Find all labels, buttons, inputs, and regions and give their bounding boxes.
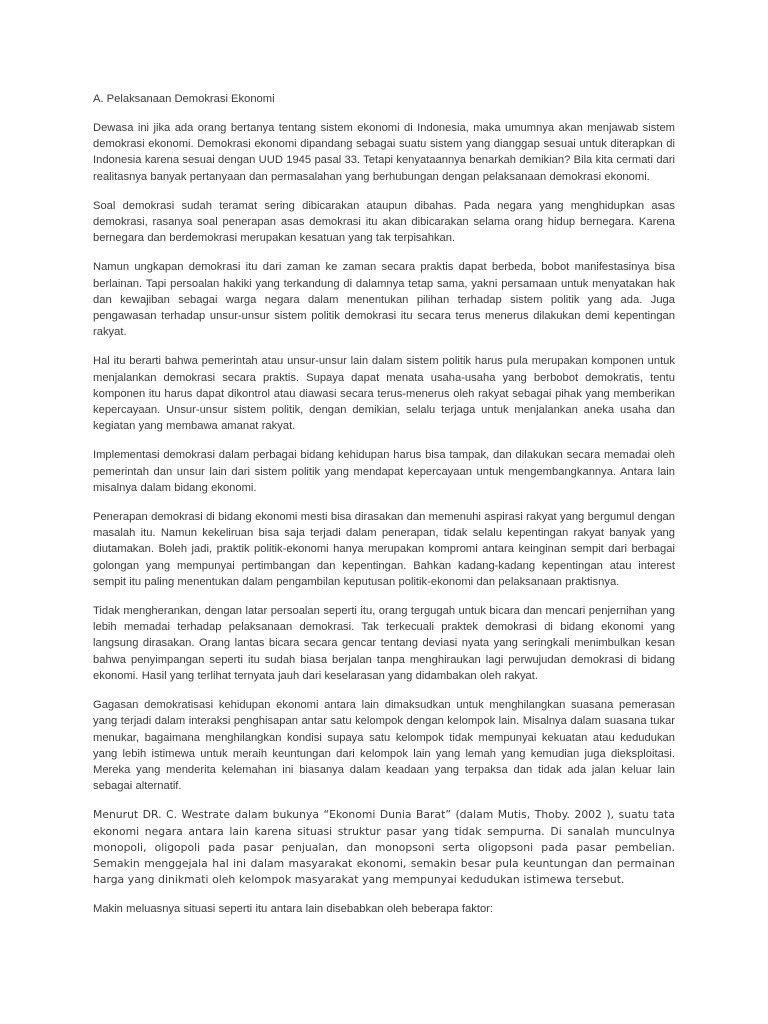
section-heading: A. Pelaksanaan Demokrasi Ekonomi bbox=[93, 93, 275, 105]
closing-line: Makin meluasnya situasi seperti itu antara lain disebabkan oleh beberapa faktor: bbox=[93, 903, 494, 916]
paragraph-3: Namun ungkapan demokrasi itu dari zaman ke zaman secara praktis dapat berbeda, bobot manifestasinya bisa berlainan. Tapi persoalan hakiki yang terkandung di dalamnya tetap sama, yakni persamaan untuk menyatakan hak dan kewajiban sebagai warga negara dalam menentukan pilihan terhadap sistem politik yang ada. Juga pengawasan terhadap unsur-unsur sistem politik demokrasi itu secara terus menerus dilakukan demi kepentingan rakyat. bbox=[93, 261, 675, 339]
paragraph-1: Dewasa ini jika ada orang bertanya tentang sistem ekonomi di Indonesia, maka umumnya akan menjawab sistem demokrasi ekonomi. Demokrasi ekonomi dipandang sebagai suatu sistem yang dianggap sesuai untuk diterapkan di Indonesia karena sesuai dengan UUD 1945 pasal 33. Tetapi kenyataannya benarkah demikian? Bila kita cermati dari realitasnya banyak pertanyaan dan permasalahan yang berhubungan dengan pelaksanaan demokrasi ekonomi. bbox=[93, 122, 675, 183]
paragraph-4: Hal itu berarti bahwa pemerintah atau unsur-unsur lain dalam sistem politik harus pula merupakan komponen untuk menjalankan demokrasi secara praktis. Supaya dapat menata usaha-usaha yang berbobot demokratis, tentu komponen itu harus dapat dikontrol atau diawasi secara terus-menerus oleh rakyat sebagai pihak yang memberikan kepercayaan. Unsur-unsur sistem politik, dengan demikian, selalu terjaga untuk menjalankan aneka usaha dan kegiatan yang membawa amanat rakyat. bbox=[93, 355, 675, 433]
paragraph-2: Soal demokrasi sudah teramat sering dibicarakan ataupun dibahas. Pada negara yang menghidupkan asas demokrasi, rasanya soal penerapan asas demokrasi itu akan dibicarakan selama orang hidup bernegara. Karena bernegara dan berdemokrasi merupakan kesatuan yang tak terpisahkan. bbox=[93, 199, 675, 245]
paragraph-5: Implementasi demokrasi dalam perbagai bidang kehidupan harus bisa tampak, dan dilakukan secara memadai oleh pemerintah dan unsur lain dari sistem politik yang mendapat kepercayaan untuk mengembangkannya. Antara lain misalnya dalam bidang ekonomi. bbox=[93, 449, 675, 494]
paragraph-7: Tidak mengherankan, dengan latar persoalan seperti itu, orang tergugah untuk bicara dan mencari penjernihan yang lebih memadai terhadap pelaksanaan demokrasi. Tak terkecuali praktek demokrasi di bidang ekonomi yang langsung dirasakan. Orang lantas bicara secara gencar tentang deviasi nyata yang seringkali menimbulkan kesan bahwa penyimpangan seperti itu sudah biasa berjalan tanpa menghiraukan lagi perwujudan demokrasi di bidang ekonomi. Hasil yang terlihat ternyata jauh dari keselarasan yang didambakan oleh rakyat. bbox=[93, 605, 675, 682]
paragraph-8: Gagasan demokratisasi kehidupan ekonomi antara lain dimaksudkan untuk menghilangkan suasana pemerasan yang terjadi dalam interaksi penghisapan antar satu kelompok dengan kelompok lain. Misalnya dalam suasana tukar menukar, bagaimana menghilangkan kondisi supaya satu kelompok tidak mempunyai kekuatan atau kedudukan yang lebih istimewa untuk meraih keuntungan dari kelompok lain yang lemah yang kemudian juga dieksploitasi. Mereka yang menderita kelemahan ini biasanya dalam keadaan yang terpaksa dan tidak ada jalan keluar lain sebagai alternatif. bbox=[93, 699, 675, 793]
paragraph-6: Penerapan demokrasi di bidang ekonomi mesti bisa dirasakan dan memenuhi aspirasi rakyat yang bergumul dengan masalah itu. Namun kekeliruan bisa saja terjadi dalam penerapan, tidak selalu kepentingan rakyat banyak yang diutamakan. Boleh jadi, praktik politik-ekonomi hanya merupakan kompromi antara keinginan sempit dari berbagai golongan yang mempunyai pertimbangan dan kepentingan. Bahkan kadang-kadang kepentingan atau interest sempit itu paling menentukan dalam pengambilan keputusan politik-ekonomi dan pelaksanaan praktisnya. bbox=[93, 511, 675, 588]
paragraph-westrate: Menurut DR. C. Westrate dalam bukunya “Ekonomi Dunia Barat” (dalam Mutis, Thoby. 2002 ), suatu tata ekonomi negara antara lain karena situasi struktur pasar yang tidak sempurna. Di sanalah munculnya monopoli, oligopoli pada pasar penjualan, dan monopsoni serta oligopsoni pada pasar pembelian. Semakin menggejala hal ini dalam masyarakat ekonomi, semakin besar pula keuntungan dan permainan harga yang dinikmati oleh kelompok masyarakat yang mempunyai kedudukan istimewa tersebut. bbox=[93, 808, 675, 887]
